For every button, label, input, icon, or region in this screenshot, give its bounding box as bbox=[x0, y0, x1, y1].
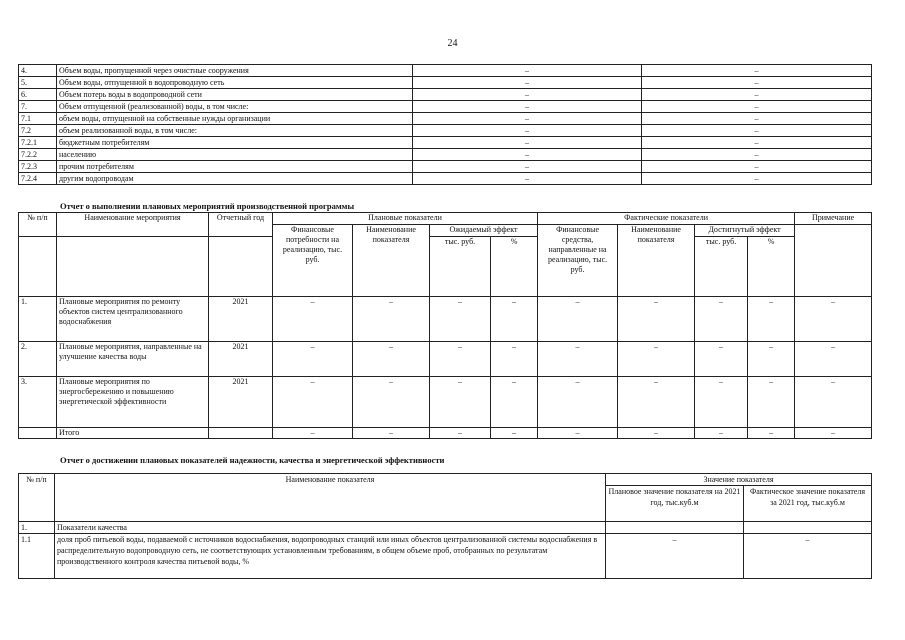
header-plan-indicator-name: Наименование показателя bbox=[353, 225, 430, 297]
row-value-fact: – bbox=[642, 113, 872, 125]
row-name: Объем потерь воды в водопроводной сети bbox=[57, 89, 413, 101]
header-plan-finance: Финансовые потребности на реализацию, тыс. руб. bbox=[273, 225, 353, 297]
row-value-fact: – bbox=[642, 89, 872, 101]
table-row bbox=[19, 173, 872, 185]
total-value: – bbox=[695, 428, 748, 439]
header-measure-name: Наименование мероприятия bbox=[57, 213, 209, 237]
page-number: 24 bbox=[447, 38, 458, 49]
row-value: – bbox=[748, 297, 795, 342]
total-value: – bbox=[353, 428, 430, 439]
row-name: Объем воды, пропущенной через очистные сооружения bbox=[57, 65, 413, 77]
total-value: – bbox=[618, 428, 695, 439]
row-fact-value: – bbox=[744, 534, 872, 579]
total-row bbox=[19, 428, 872, 439]
row-value: – bbox=[430, 377, 491, 428]
row-value: – bbox=[273, 297, 353, 342]
row-number: 7.2.1 bbox=[19, 137, 57, 149]
header-plan-indicators: Плановые показатели bbox=[273, 213, 538, 225]
row-value-fact: – bbox=[642, 173, 872, 185]
row-value-plan: – bbox=[413, 113, 642, 125]
row-plan-value bbox=[606, 522, 744, 534]
header-fact-value: Фактическое значение показателя за 2021 год, тыс.куб.м bbox=[744, 486, 872, 522]
table-row bbox=[19, 377, 872, 428]
table-row bbox=[19, 297, 872, 342]
row-indicator-name: Показатели качества bbox=[55, 522, 606, 534]
table-row bbox=[19, 125, 872, 137]
row-value-plan: – bbox=[413, 65, 642, 77]
row-number: 1. bbox=[19, 522, 55, 534]
header-fact-pct: % bbox=[748, 237, 795, 297]
row-value-plan: – bbox=[413, 77, 642, 89]
row-value: – bbox=[491, 297, 538, 342]
water-volume-table bbox=[18, 64, 872, 185]
header-num: № п/п bbox=[19, 213, 57, 237]
row-measure-name: Плановые мероприятия по ремонту объектов систем централизованного водоснабжения bbox=[57, 297, 209, 342]
row-value: – bbox=[430, 297, 491, 342]
row-measure-name: Плановые мероприятия, направленные на улучшение качества воды bbox=[57, 342, 209, 377]
row-name: другим водопроводам bbox=[57, 173, 413, 185]
row-value-fact: – bbox=[642, 125, 872, 137]
total-value: – bbox=[748, 428, 795, 439]
table-row bbox=[19, 101, 872, 113]
row-value: – bbox=[273, 342, 353, 377]
row-year: 2021 bbox=[209, 377, 273, 428]
measures-report-table bbox=[18, 212, 872, 439]
table-row bbox=[19, 522, 872, 534]
header-num: № п/п bbox=[19, 474, 55, 522]
row-year: 2021 bbox=[209, 342, 273, 377]
table-row bbox=[19, 89, 872, 101]
header-fact-rub: тыс. руб. bbox=[695, 237, 748, 297]
row-value-fact: – bbox=[642, 101, 872, 113]
row-number: 1. bbox=[19, 297, 57, 342]
row-value: – bbox=[795, 297, 872, 342]
row-fact-value bbox=[744, 522, 872, 534]
row-number: 1.1 bbox=[19, 534, 55, 579]
table-row bbox=[19, 77, 872, 89]
row-plan-value: – bbox=[606, 534, 744, 579]
header-blank bbox=[19, 237, 57, 297]
total-label: Итого bbox=[57, 428, 209, 439]
row-value-plan: – bbox=[413, 137, 642, 149]
row-value-plan: – bbox=[413, 89, 642, 101]
row-indicator-name: доля проб питьевой воды, подаваемой с источников водоснабжения, водопроводных станций или иных объектов централизованной системы водоснабжения в распределительную водопроводную сеть, не соответствующих установленным требованиям, в общем объеме проб, отобранных по результатам производственного контроля качества питьевой воды, % bbox=[55, 534, 606, 579]
row-name: объем воды, отпущенной на собственные нужды организации bbox=[57, 113, 413, 125]
row-measure-name: Плановые мероприятия по энергосбережению и повышению энергетической эффективности bbox=[57, 377, 209, 428]
header-note: Примечание bbox=[795, 213, 872, 225]
total-value: – bbox=[795, 428, 872, 439]
row-value: – bbox=[353, 297, 430, 342]
row-value: – bbox=[795, 377, 872, 428]
row-value: – bbox=[618, 297, 695, 342]
row-name: Объем воды, отпущенной в водопроводную сеть bbox=[57, 77, 413, 89]
row-value: – bbox=[430, 342, 491, 377]
table-row bbox=[19, 149, 872, 161]
row-number: 7.2.3 bbox=[19, 161, 57, 173]
row-number: 7.2.4 bbox=[19, 173, 57, 185]
row-number: 4. bbox=[19, 65, 57, 77]
row-value-plan: – bbox=[413, 161, 642, 173]
total-value: – bbox=[491, 428, 538, 439]
header-blank bbox=[209, 237, 273, 297]
row-value: – bbox=[795, 342, 872, 377]
row-value: – bbox=[538, 342, 618, 377]
row-value: – bbox=[353, 342, 430, 377]
row-value: – bbox=[618, 377, 695, 428]
header-fact-indicators: Фактические показатели bbox=[538, 213, 795, 225]
row-number: 7. bbox=[19, 101, 57, 113]
total-year-blank bbox=[209, 428, 273, 439]
row-number: 2. bbox=[19, 342, 57, 377]
row-value-fact: – bbox=[642, 161, 872, 173]
row-number: 7.2.2 bbox=[19, 149, 57, 161]
row-name: бюджетным потребителям bbox=[57, 137, 413, 149]
row-number: 7.2 bbox=[19, 125, 57, 137]
header-report-year: Отчетный год bbox=[209, 213, 273, 237]
measures-report-title: Отчет о выполнении плановых мероприятий производственной программы bbox=[60, 201, 355, 211]
row-number: 5. bbox=[19, 77, 57, 89]
row-value-plan: – bbox=[413, 173, 642, 185]
row-value-fact: – bbox=[642, 149, 872, 161]
row-value: – bbox=[695, 377, 748, 428]
row-value: – bbox=[538, 297, 618, 342]
indicators-report-title: Отчет о достижении плановых показателей надежности, качества и энергетической эффективности bbox=[60, 455, 445, 465]
table-row bbox=[19, 161, 872, 173]
row-year: 2021 bbox=[209, 297, 273, 342]
header-achieved-effect: Достигнутый эффект bbox=[695, 225, 795, 237]
header-expected-effect: Ожидаемый эффект bbox=[430, 225, 538, 237]
row-name: прочим потребителям bbox=[57, 161, 413, 173]
row-value-plan: – bbox=[413, 125, 642, 137]
row-value-plan: – bbox=[413, 101, 642, 113]
row-value: – bbox=[538, 377, 618, 428]
header-plan-value: Плановое значение показателя на 2021 год, тыс.куб.м bbox=[606, 486, 744, 522]
row-number: 6. bbox=[19, 89, 57, 101]
row-value: – bbox=[618, 342, 695, 377]
table-row bbox=[19, 342, 872, 377]
header-indicator-value: Значение показателя bbox=[606, 474, 872, 486]
header-note-blank bbox=[795, 225, 872, 297]
header-fact-indicator-name: Наименование показателя bbox=[618, 225, 695, 297]
header-fact-finance: Финансовые средства, направленные на реализацию, тыс. руб. bbox=[538, 225, 618, 297]
row-value: – bbox=[748, 377, 795, 428]
table-row bbox=[19, 137, 872, 149]
header-plan-rub: тыс. руб. bbox=[430, 237, 491, 297]
row-value: – bbox=[273, 377, 353, 428]
indicators-report-table bbox=[18, 473, 872, 579]
table-row bbox=[19, 534, 872, 579]
total-value: – bbox=[430, 428, 491, 439]
row-name: объем реализованной воды, в том числе: bbox=[57, 125, 413, 137]
header-blank bbox=[57, 237, 209, 297]
row-number: 3. bbox=[19, 377, 57, 428]
row-value-fact: – bbox=[642, 137, 872, 149]
total-value: – bbox=[273, 428, 353, 439]
total-value: – bbox=[538, 428, 618, 439]
row-value: – bbox=[491, 377, 538, 428]
row-value: – bbox=[491, 342, 538, 377]
row-value-fact: – bbox=[642, 77, 872, 89]
row-value: – bbox=[695, 297, 748, 342]
table-row bbox=[19, 113, 872, 125]
row-name: Объем отпущенной (реализованной) воды, в том числе: bbox=[57, 101, 413, 113]
table-row bbox=[19, 65, 872, 77]
row-number: 7.1 bbox=[19, 113, 57, 125]
row-value: – bbox=[748, 342, 795, 377]
row-value-fact: – bbox=[642, 65, 872, 77]
row-value-plan: – bbox=[413, 149, 642, 161]
row-value: – bbox=[353, 377, 430, 428]
row-value: – bbox=[695, 342, 748, 377]
header-indicator-name: Наименование показателя bbox=[55, 474, 606, 522]
header-plan-pct: % bbox=[491, 237, 538, 297]
row-name: населению bbox=[57, 149, 413, 161]
total-num-blank bbox=[19, 428, 57, 439]
